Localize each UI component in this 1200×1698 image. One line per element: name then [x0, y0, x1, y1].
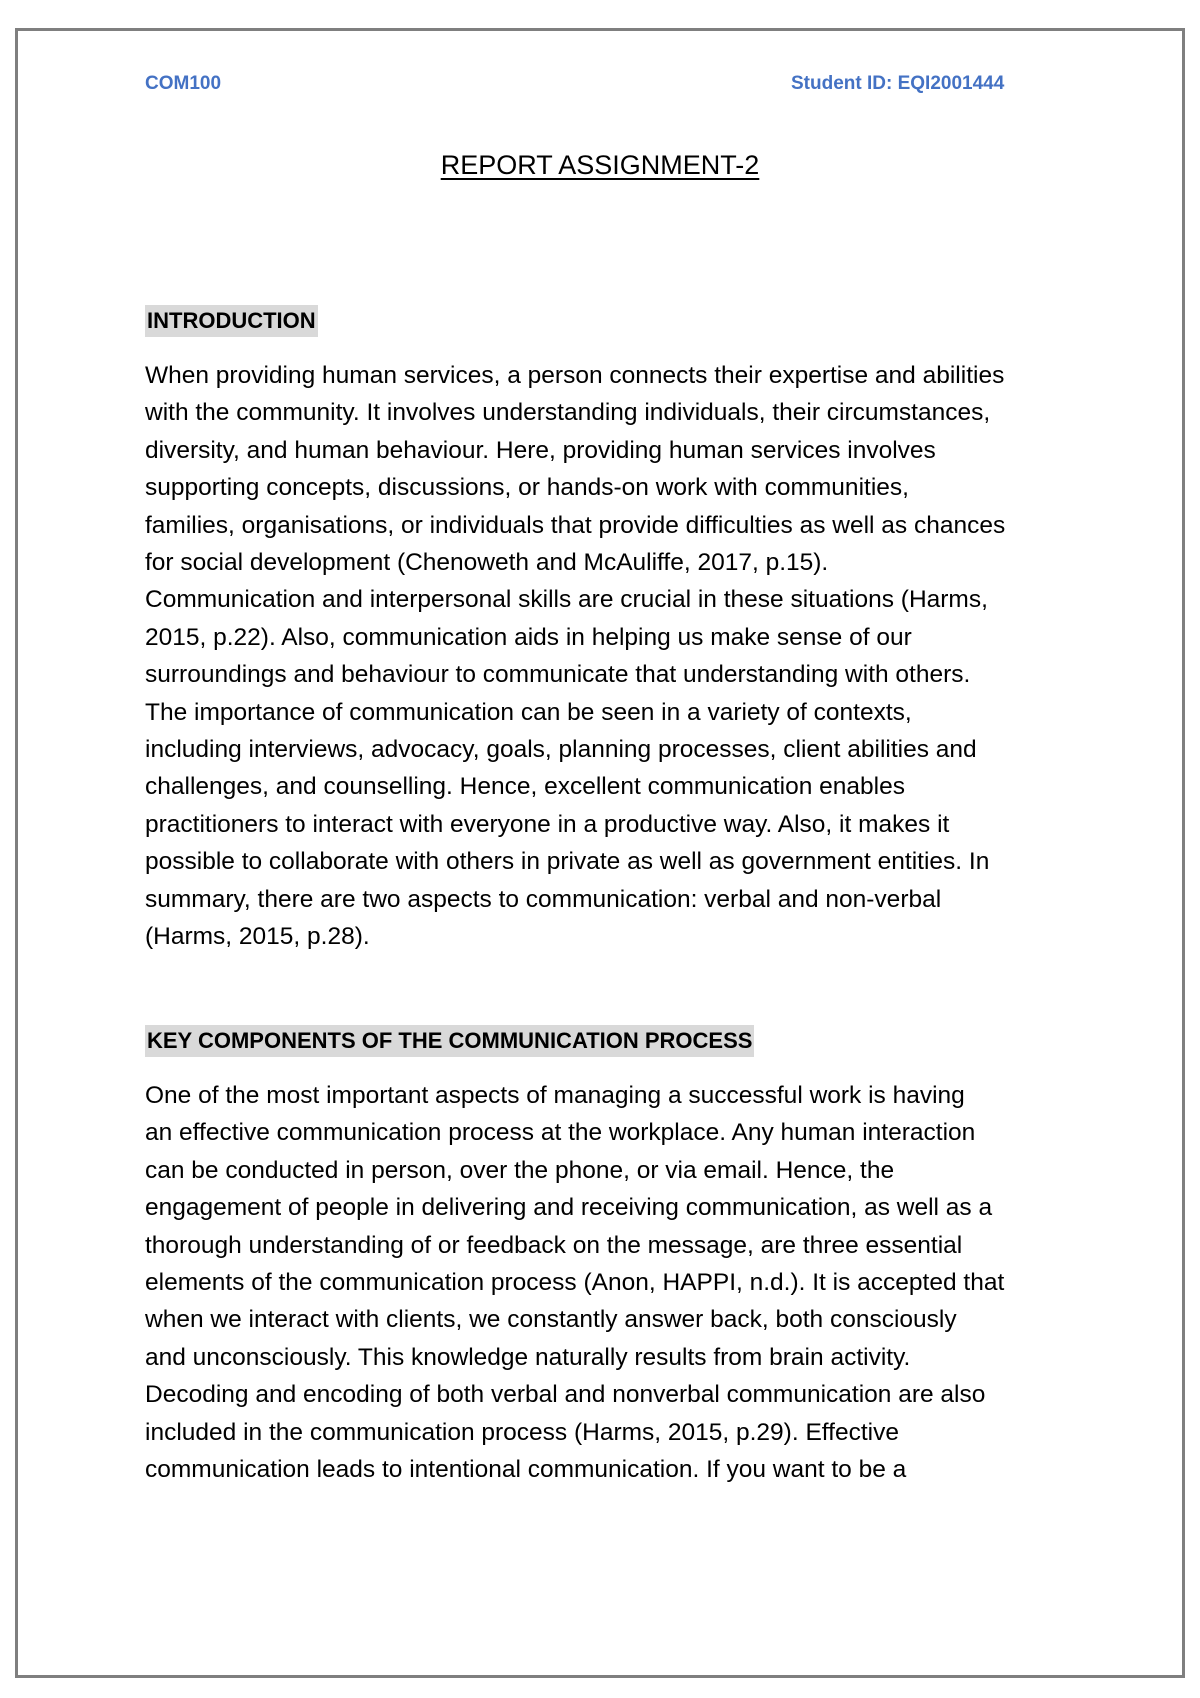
section-body-key-components	[145, 1077, 1065, 1488]
text-line: challenges, and counselling. Hence, excellent communication enables	[145, 773, 905, 801]
text-line: communication leads to intentional communication. If you want to be a	[145, 1456, 907, 1484]
course-code: COM100	[145, 73, 222, 94]
text-line: an effective communication process at the workplace. Any human interaction	[145, 1119, 976, 1147]
section-heading-key-components: KEY COMPONENTS OF THE COMMUNICATION PROCESS	[145, 1025, 754, 1057]
text-line: (Harms, 2015, p.28).	[145, 923, 370, 951]
text-line: elements of the communication process (Anon, HAPPI, n.d.). It is accepted that	[145, 1269, 1005, 1297]
text-line: thorough understanding of or feedback on the message, are three essential	[145, 1231, 963, 1259]
text-line: Decoding and encoding of both verbal and nonverbal communication are also	[145, 1381, 986, 1409]
document-title	[0, 150, 1200, 181]
text-line: included in the communication process (Harms, 2015, p.29). Effective	[145, 1418, 899, 1446]
text-line: The importance of communication can be seen in a variety of contexts,	[145, 698, 912, 726]
section-body-introduction	[145, 357, 1065, 956]
text-line: for social development (Chenoweth and McAuliffe, 2017, p.15).	[145, 549, 829, 577]
text-line: Communication and interpersonal skills are crucial in these situations (Harms,	[145, 586, 988, 614]
student-id: Student ID: EQI2001444	[791, 73, 1005, 94]
text-line: including interviews, advocacy, goals, planning processes, client abilities and	[145, 736, 977, 764]
text-line: surroundings and behaviour to communicate that understanding with others.	[145, 661, 971, 689]
text-line: can be conducted in person, over the phone, or via email. Hence, the	[145, 1156, 895, 1184]
text-line: One of the most important aspects of managing a successful work is having	[145, 1082, 965, 1109]
text-line: engagement of people in delivering and receiving communication, as well as a	[145, 1194, 993, 1222]
text-line: When providing human services, a person connects their expertise and abilities	[145, 362, 1005, 389]
text-line: and unconsciously. This knowledge naturally results from brain activity.	[145, 1343, 911, 1371]
text-line: diversity, and human behaviour. Here, providing human services involves	[145, 436, 936, 464]
text-line: possible to collaborate with others in private as well as government entities. In	[145, 848, 990, 876]
section-heading-introduction: INTRODUCTION	[145, 305, 318, 337]
text-line: supporting concepts, discussions, or hands-on work with communities,	[145, 474, 909, 502]
text-line: with the community. It involves understanding individuals, their circumstances,	[145, 399, 991, 427]
text-line: families, organisations, or individuals that provide difficulties as well as chances	[145, 511, 1006, 539]
text-line: summary, there are two aspects to communication: verbal and non-verbal	[145, 885, 942, 913]
text-line: 2015, p.22). Also, communication aids in helping us make sense of our	[145, 623, 912, 651]
text-line: when we interact with clients, we constantly answer back, both consciously	[145, 1306, 957, 1334]
text-line: practitioners to interact with everyone in a productive way. Also, it makes it	[145, 810, 950, 838]
document-title-text: REPORT ASSIGNMENT-2	[440, 150, 760, 180]
